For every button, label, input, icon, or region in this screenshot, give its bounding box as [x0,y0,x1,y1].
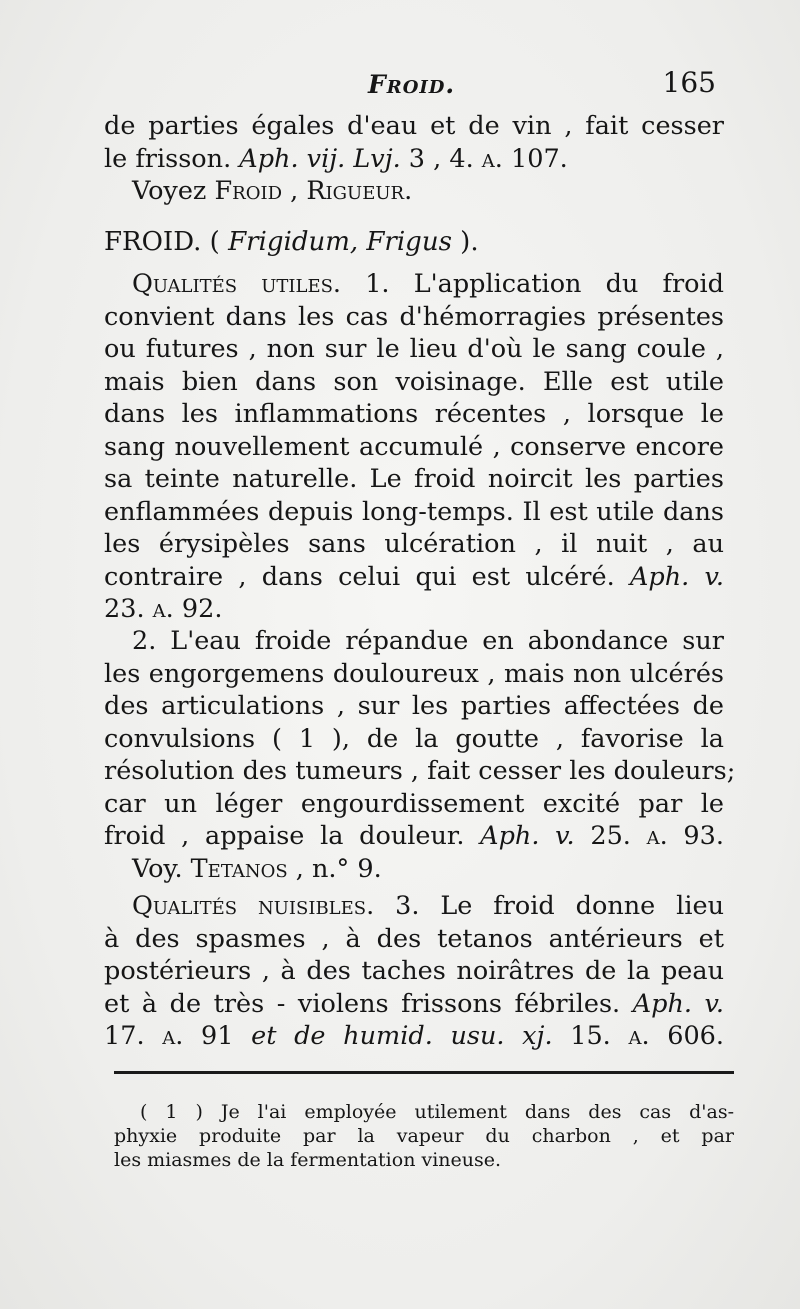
footnote-line: phyxie produite par la vapeur du charbon , et par [114,1125,734,1147]
footnote-divider [114,1071,734,1074]
cross-reference: Voyez Froid , Rigueur. [132,176,413,206]
text-line: 2. L'eau froide répandue en abondance sur [132,626,724,656]
text-line: 23. a. 92. [104,594,223,624]
text-line: dans les inflammations récentes , lorsque le [104,399,724,429]
text-line: les engorgemens douloureux , mais non ulcérés [104,658,724,689]
headword: FROID. [104,227,202,257]
text-line: les érysipèles sans ulcération , il nuit , au [104,529,724,559]
footnote-line: les miasmes de la fermentation vineuse. [114,1149,502,1171]
text-line: et à de très - violens frissons fébriles. Aph. v. [104,988,725,1019]
page-number: 165 [662,66,716,99]
text-line: postérieurs , à des taches noirâtres de la peau [104,956,724,986]
paragraph-2 [104,625,736,885]
text-line: froid , appaise la douleur. Aph. v. 25. a. 93. [104,821,724,851]
footnote-line: ( 1 ) Je l'ai employée utilement dans des cas d'as- [140,1101,734,1123]
text-line: sang nouvellement accumulé , conserve encore [104,431,724,462]
text-line: résolution des tumeurs , fait cesser les douleurs; [104,756,736,786]
text-line: car un léger engourdissement excité par le [104,788,724,819]
text-line: convient dans les cas d'hémorragies présentes [104,301,724,332]
running-head: Froid. [368,70,456,99]
text-line: enflammées depuis long-temps. Il est utile dans [104,496,724,527]
text-line: mais bien dans son voisinage. Elle est utile [104,366,724,397]
text-line: des articulations , sur les parties affectées de [104,691,724,721]
entry-heading: FROID. ( Frigidum, Frigus ). [104,227,479,257]
page-header [100,66,720,110]
text-line: Qualités nuisibles. 3. Le froid donne lieu [132,891,724,921]
section-label: Qualités utiles. [132,269,342,299]
text-line: de parties égales d'eau et de vin , fait cesser [104,111,724,141]
text-line: sa teinte naturelle. Le froid noircit les parties [104,464,724,494]
text-line: contraire , dans celui qui est ulcéré. Aph. v. [104,561,724,592]
paragraph-3 [104,890,724,1053]
latin-term: Frigidum, Frigus [228,227,452,257]
section-label: Qualités nuisibles. [132,891,375,921]
cross-reference: Voy. Tetanos , n.° 9. [132,853,382,884]
footnote [114,1100,734,1172]
text-line: à des spasmes , à des tetanos antérieurs et [104,923,724,954]
continuation-block [104,110,724,208]
text-line: Qualités utiles. 1. L'application du froid [132,269,724,299]
text-line: convulsions ( 1 ), de la goutte , favorise la [104,723,724,754]
text-line: 17. a. 91 et de humid. usu. xj. 15. a. 606. [104,1021,725,1051]
text-line: le frisson. Aph. vij. Lvj. 3 , 4. a. 107. [104,143,568,174]
text-line: ou futures , non sur le lieu d'où le sang coule , [104,334,724,364]
paragraph-1 [104,268,724,626]
